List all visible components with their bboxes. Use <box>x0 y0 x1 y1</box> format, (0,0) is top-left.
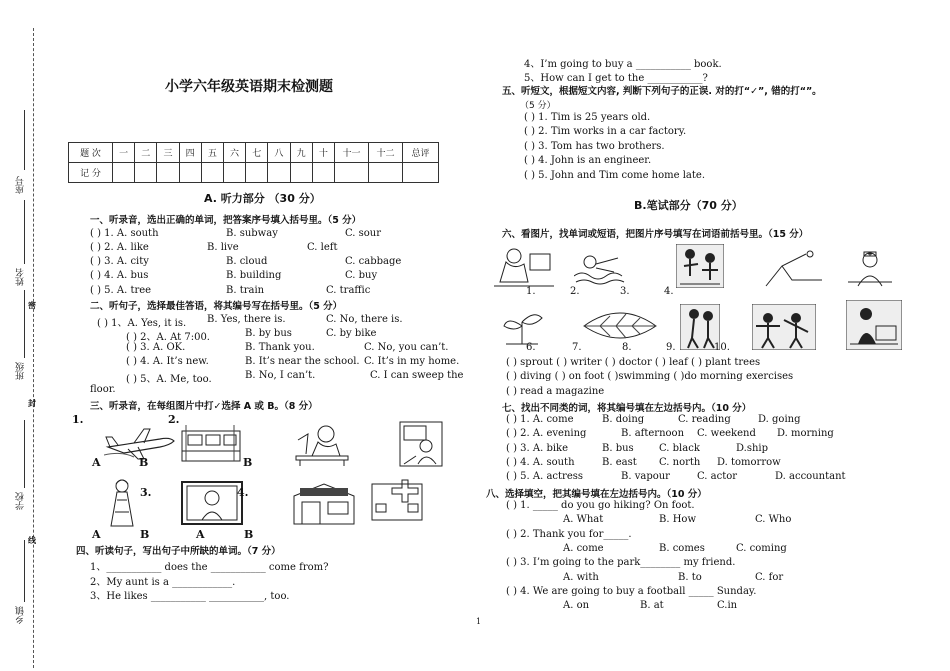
q3-3-b[interactable]: B <box>140 528 150 541</box>
page-number: 1 <box>476 617 482 626</box>
q3-3-a[interactable]: A <box>92 528 101 541</box>
score-col: 十一 <box>335 143 369 163</box>
q4-item-5: 5、How can I get to the ___________? <box>524 73 708 84</box>
q6-num-6: 6. <box>526 342 536 353</box>
score-col: 十二 <box>369 143 403 163</box>
q7-item-4-c: C. north <box>659 457 701 468</box>
q8-heading: 八、选择填空，把其编号填在左边括号内。（10 分） <box>486 489 707 500</box>
score-cell[interactable] <box>403 163 439 183</box>
q7-item-5-c: C. actor <box>697 471 738 482</box>
score-cell[interactable] <box>201 163 223 183</box>
q7-item-2-d: D. morning <box>777 428 834 439</box>
seat-line <box>24 110 25 170</box>
q4-heading: 四、听读句子，写出句子中所缺的单词。（7 分） <box>76 546 281 557</box>
q6-num-4: 4. <box>664 286 674 297</box>
q8-item-1-b: B. How <box>659 514 697 525</box>
q8-item-1-a: A. What <box>563 514 604 525</box>
hospital-picture <box>366 474 428 524</box>
score-cell[interactable] <box>157 163 179 183</box>
name-label: 姓名 <box>16 268 26 286</box>
q2-item-2-a: ( ) 2、A. At 7:00. <box>126 332 210 343</box>
q5-item-5: ( ) 5. John and Tim come home late. <box>524 170 705 181</box>
q6-num-10: 10. <box>714 342 730 353</box>
teacher-board-picture <box>396 420 446 468</box>
q1-item-2-a: ( ) 2. A. like <box>90 242 149 253</box>
score-cell[interactable] <box>312 163 334 183</box>
q3-heading: 三、听录音，在每组图片中打✓选择 A 或 B。（8 分） <box>90 401 318 412</box>
q1-item-3-b: B. cloud <box>226 256 268 267</box>
q7-item-5-b: B. vapour <box>621 471 670 482</box>
bookstore-picture <box>292 480 356 526</box>
q2-item-5-wrap: floor. <box>90 384 116 395</box>
q7-item-1-b: B. doing <box>602 414 645 425</box>
town-label: 乡镇 <box>16 606 26 624</box>
q2-item-1-a: ( ) 1、A. Yes, it is. <box>97 318 187 329</box>
q2-item-3-a: ( ) 3. A. OK. <box>126 342 186 353</box>
q7-item-4-b: B. east <box>602 457 637 468</box>
q1-item-2-c: C. left <box>307 242 338 253</box>
morning-exercises-picture <box>752 304 816 350</box>
q8-item-3-c: C. for <box>755 572 784 583</box>
q3-num-1: 1. <box>72 413 84 426</box>
score-cell[interactable] <box>113 163 135 183</box>
q8-item-3-a: A. with <box>563 572 599 583</box>
q8-item-2-a: A. come <box>563 543 604 554</box>
q6-row-2: ( ) diving ( ) on foot ( )swimming ( )do morning exercises <box>506 371 794 382</box>
score-cell[interactable] <box>135 163 157 183</box>
q2-item-4-b: B. It’s near the school. <box>245 356 360 367</box>
q5-heading: 五、听短文，根据短文内容, 判断下列句子的正误. 对的打“✓”, 错的打“”。 <box>502 86 822 97</box>
q7-heading: 七、找出不同类的词，将其编号填在左边括号内。（10 分） <box>502 403 752 414</box>
q1-item-4-c: C. buy <box>345 270 378 281</box>
q2-item-5-a: ( ) 5、A. Me, too. <box>126 374 212 385</box>
reading-magazine-picture <box>494 246 554 290</box>
q6-heading: 六、看图片，找单词或短语，把图片序号填写在词语前括号里。（15 分） <box>502 229 809 240</box>
q3-2-b[interactable]: B <box>243 456 253 469</box>
score-header: 题 次 <box>69 143 113 163</box>
q3-1-b[interactable]: B <box>139 456 149 469</box>
q7-item-3-c: C. black <box>659 443 700 454</box>
class-label: 班级 <box>16 362 26 380</box>
q5-item-1: ( ) 1. Tim is 25 years old. <box>524 112 651 123</box>
q5-item-2: ( ) 2. Tim works in a car factory. <box>524 126 687 137</box>
score-col: 六 <box>223 143 245 163</box>
q8-item-2-c: C. coming <box>736 543 787 554</box>
q1-item-5-b: B. train <box>226 285 265 296</box>
q8-item-4-c: C.in <box>717 600 738 611</box>
q5-item-3: ( ) 3. Tom has two brothers. <box>524 141 665 152</box>
q7-item-1-a: ( ) 1. A. come <box>506 414 574 425</box>
writer-picture <box>846 300 902 350</box>
q4-item-4: 4、I’m going to buy a ___________ book. <box>524 59 722 70</box>
reading-at-desk-picture <box>292 420 352 466</box>
q7-item-2-b: B. afternoon <box>621 428 685 439</box>
score-col: 九 <box>290 143 312 163</box>
q6-num-9: 9. <box>666 342 676 353</box>
q2-item-2-c: C. by bike <box>326 328 377 339</box>
sprout-picture <box>500 306 544 346</box>
score-col: 总评 <box>403 143 439 163</box>
q8-item-1: ( ) 1. _____ do you go hiking? On foot. <box>506 500 695 511</box>
q3-4-b[interactable]: B <box>244 528 254 541</box>
score-cell[interactable] <box>369 163 403 183</box>
seal-char-2: 封 <box>28 399 36 408</box>
q7-item-1-c: C. reading <box>678 414 731 425</box>
q6-row-1: ( ) sprout ( ) writer ( ) doctor ( ) leaf ( ) plant trees <box>506 357 761 368</box>
score-row-label: 记 分 <box>69 163 113 183</box>
name-line <box>24 200 25 264</box>
class-line <box>24 290 25 358</box>
q7-item-3-a: ( ) 3. A. bike <box>506 443 569 454</box>
score-cell[interactable] <box>335 163 369 183</box>
seal-char-3: 线 <box>28 536 36 545</box>
q2-item-5-c: C. I can sweep the <box>370 370 464 381</box>
q7-item-3-b: B. bus <box>602 443 634 454</box>
q8-item-4: ( ) 4. We are going to buy a football _____ Sunday. <box>506 586 757 597</box>
score-col: 七 <box>246 143 268 163</box>
score-col: 八 <box>268 143 290 163</box>
q6-num-8: 8. <box>622 342 632 353</box>
q1-item-4-a: ( ) 4. A. bus <box>90 270 149 281</box>
q6-num-2: 2. <box>570 286 580 297</box>
q2-heading: 二、听句子，选择最佳答语，将其编号写在括号里。（5 分） <box>90 301 343 312</box>
q4-item-3: 3、He likes ___________ ___________, too. <box>90 591 290 602</box>
part-b-heading: B.笔试部分（70 分） <box>634 199 743 212</box>
score-cell[interactable] <box>223 163 245 183</box>
q1-item-4-b: B. building <box>226 270 282 281</box>
score-col: 一 <box>113 143 135 163</box>
q2-item-4-a: ( ) 4. A. It’s new. <box>126 356 209 367</box>
q1-item-5-a: ( ) 5. A. tree <box>90 285 152 296</box>
q3-num-4: 4. <box>237 486 249 499</box>
q7-item-5-d: D. accountant <box>775 471 846 482</box>
q5-score: （5 分） <box>520 101 556 111</box>
q8-item-2-b: B. comes <box>659 543 705 554</box>
page-title: 小学六年级英语期末检测题 <box>165 79 333 95</box>
q3-1-a[interactable]: A <box>92 456 101 469</box>
score-col: 三 <box>157 143 179 163</box>
q6-num-1: 1. <box>526 286 536 297</box>
diving-picture <box>762 250 828 288</box>
q2-item-1-b: B. Yes, there is. <box>207 314 286 325</box>
score-col: 二 <box>135 143 157 163</box>
q7-item-4-a: ( ) 4. A. south <box>506 457 575 468</box>
score-col: 十 <box>312 143 334 163</box>
q8-item-1-c: C. Who <box>755 514 792 525</box>
q7-item-3-d: D.ship <box>736 443 769 454</box>
q6-row-3: ( ) read a magazine <box>506 386 605 397</box>
q6-num-3: 3. <box>620 286 630 297</box>
q7-item-4-d: D. tomorrow <box>717 457 781 468</box>
q1-item-1-a: ( ) 1. A. south <box>90 228 159 239</box>
q2-item-1-c: C. No, there is. <box>326 314 403 325</box>
school-label: 学校 <box>16 492 26 510</box>
q8-item-4-a: A. on <box>563 600 590 611</box>
q1-item-5-c: C. traffic <box>326 285 371 296</box>
q2-item-5-b: B. No, I can’t. <box>245 370 316 381</box>
q3-num-3: 3. <box>140 486 152 499</box>
score-table <box>68 142 439 183</box>
q2-item-4-c: C. It’s in my home. <box>364 356 460 367</box>
seal-char-1: 密 <box>28 301 36 310</box>
planting-trees-picture <box>676 244 724 288</box>
part-a-heading: A. 听力部分 （30 分） <box>204 192 321 205</box>
q8-item-3: ( ) 3. I’m going to the park________ my friend. <box>506 557 736 568</box>
score-col: 五 <box>201 143 223 163</box>
q2-item-2-b: B. by bus <box>245 328 292 339</box>
leaf-picture <box>580 306 660 344</box>
q1-heading: 一、听录音，选出正确的单词，把答案序号填入括号里。（5 分） <box>90 215 362 226</box>
seat-label: 座号 <box>16 176 26 194</box>
q1-item-2-b: B. live <box>207 242 239 253</box>
q8-item-3-b: B. to <box>678 572 702 583</box>
q8-item-4-b: B. at <box>640 600 664 611</box>
score-cell[interactable] <box>268 163 290 183</box>
score-cell[interactable] <box>246 163 268 183</box>
q4-item-2: 2、My aunt is a ____________. <box>90 577 236 588</box>
score-cell[interactable] <box>179 163 201 183</box>
q8-item-2: ( ) 2. Thank you for_____. <box>506 529 632 540</box>
q1-item-3-a: ( ) 3. A. city <box>90 256 149 267</box>
score-col: 四 <box>179 143 201 163</box>
q1-item-3-c: C. cabbage <box>345 256 402 267</box>
score-cell[interactable] <box>290 163 312 183</box>
q7-item-2-c: C. weekend <box>697 428 756 439</box>
q4-item-1: 1、___________ does the ___________ come from? <box>90 562 329 573</box>
q3-num-2: 2. <box>168 413 180 426</box>
q7-item-1-d: D. going <box>758 414 801 425</box>
q1-item-1-c: C. sour <box>345 228 382 239</box>
q2-item-3-c: C. No, you can’t. <box>364 342 449 353</box>
q6-num-7: 7. <box>572 342 582 353</box>
q7-item-2-a: ( ) 2. A. evening <box>506 428 587 439</box>
binding-dashed-line <box>33 28 34 668</box>
town-line <box>24 540 25 602</box>
swimming-picture <box>574 250 626 286</box>
woman-picture <box>107 478 137 528</box>
q3-4-a[interactable]: A <box>196 528 205 541</box>
doctor-picture <box>846 248 894 288</box>
q5-item-4: ( ) 4. John is an engineer. <box>524 155 652 166</box>
tv-presenter-picture <box>180 480 244 526</box>
train-station-picture <box>178 425 244 465</box>
q1-item-1-b: B. subway <box>226 228 278 239</box>
q7-item-5-a: ( ) 5. A. actress <box>506 471 584 482</box>
q2-item-3-b: B. Thank you. <box>245 342 315 353</box>
school-line <box>24 420 25 488</box>
